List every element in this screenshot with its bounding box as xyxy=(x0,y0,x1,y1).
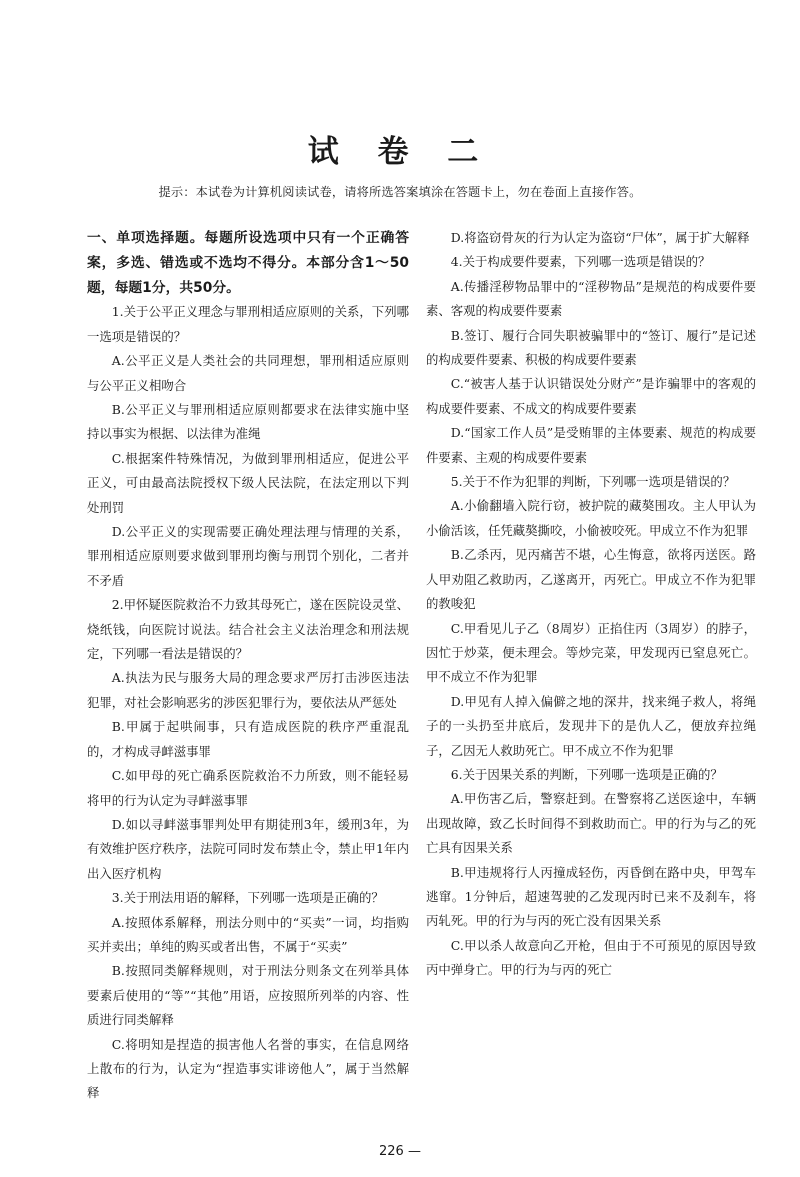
question-paragraph: D.“国家工作人员”是受贿罪的主体要素、规范的构成要件要素、主观的构成要件要素 xyxy=(426,425,756,465)
question-paragraph: D.如以寻衅滋事罪判处甲有期徒刑3年，缓刑3年，为有效维护医疗秩序，法院可同时发布禁止令，禁止甲1年内出入医疗机构 xyxy=(87,816,409,881)
question-paragraph: A.甲伤害乙后，警察赶到。在警察将乙送医途中，车辆出现故障，致乙长时间得不到救助而亡。甲的行为与乙的死亡具有因果关系 xyxy=(426,791,756,856)
question-paragraph: C.如甲母的死亡确系医院救治不力所致，则不能轻易将甲的行为认定为寻衅滋事罪 xyxy=(87,768,409,808)
page-title: 试 卷 二 xyxy=(307,134,493,170)
question-paragraph: A.公平正义是人类社会的共同理想，罪刑相适应原则与公平正义相吻合 xyxy=(87,353,409,393)
question-paragraph: D.公平正义的实现需要正确处理法理与情理的关系，罪刑相适应原则要求做到罪刑均衡与刑罚个别化，二者并不矛盾 xyxy=(87,524,409,588)
question-paragraph: C.“被害人基于认识错误处分财产”是诈骗罪中的客观的构成要件要素、不成文的构成要件要素 xyxy=(426,376,756,416)
right-column xyxy=(426,226,756,983)
question-paragraph: A.传播淫秽物品罪中的“淫秽物品”是规范的构成要件要素、客观的构成要件要素 xyxy=(426,278,756,319)
page-number: 226 — xyxy=(379,1144,421,1159)
question-paragraph: B.公平正义与罪刑相适应原则都要求在法律实施中坚持以事实为根据、以法律为准绳 xyxy=(87,402,409,442)
question-paragraph: A.按照体系解释，刑法分则中的“买卖”一词，均指购买并卖出；单纯的购买或者出售，不属于“买卖” xyxy=(87,914,409,954)
question-paragraph: B.乙杀丙，见丙痛苦不堪，心生悔意，欲将丙送医。路人甲劝阻乙救助丙，乙遂离开，丙死亡。甲成立不作为犯罪的教唆犯 xyxy=(426,547,756,612)
section-heading: 一、单项选择题。每题所设选项中只有一个正确答案，多选、错选或不选均不得分。本部分含1～50题，每题1分，共50分。 xyxy=(87,230,409,296)
question-paragraph: B.甲属于起哄闹事，只有造成医院的秩序严重混乱的，才构成寻衅滋事罪 xyxy=(87,719,409,759)
question-paragraph: 2.甲怀疑医院救治不力致其母死亡，遂在医院设灵堂、烧纸钱，向医院讨说法。结合社会主义法治理念和刑法规定，下列哪一看法是错误的？ xyxy=(87,597,409,662)
question-paragraph: B.甲违规将行人丙撞成轻伤，丙昏倒在路中央，甲驾车逃窜。1分钟后，超速驾驶的乙发现丙时已来不及刹车，将丙轧死。甲的行为与丙的死亡没有因果关系 xyxy=(426,864,756,929)
question-paragraph: C.甲以杀人故意向乙开枪，但由于不可预见的原因导致丙中弹身亡。甲的行为与丙的死亡 xyxy=(426,937,756,978)
question-paragraph: A.执法为民与服务大局的理念要求严厉打击涉医违法犯罪，对社会影响恶劣的涉医犯罪行为，要依法从严惩处 xyxy=(87,670,409,710)
question-paragraph: 6.关于因果关系的判断，下列哪一选项是正确的？ xyxy=(450,766,723,782)
question-paragraph: C.根据案件特殊情况，为做到罪刑相适应，促进公平正义，可由最高法院授权下级人民法院，在法定刑以下判处刑罚 xyxy=(87,450,409,515)
question-paragraph: B.签订、履行合同失职被骗罪中的“签订、履行”是记述的构成要件要素、积极的构成要件要素 xyxy=(426,327,756,368)
question-paragraph: B.按照同类解释规则，对于刑法分则条文在列举具体要素后使用的“等”“其他”用语，应按照所列举的内容、性质进行同类解释 xyxy=(87,963,409,1028)
question-paragraph: 3.关于刑法用语的解释，下列哪一选项是正确的？ xyxy=(111,890,384,906)
question-paragraph: 4.关于构成要件要素，下列哪一选项是错误的？ xyxy=(450,254,711,270)
left-column xyxy=(87,226,409,1106)
question-paragraph: D.甲见有人掉入偏僻之地的深井，找来绳子救人，将绳子的一头扔至井底后，发现井下的是仇人乙，便放弃拉绳子，乙因无人救助死亡。甲不成立不作为犯罪 xyxy=(426,693,756,758)
question-paragraph: C.将明知是捏造的损害他人名誉的事实，在信息网络上散布的行为，认定为“捏造事实诽谤他人”，属于当然解释 xyxy=(87,1036,409,1101)
question-paragraph: C.甲看见儿子乙（8周岁）正掐住丙（3周岁）的脖子，因忙于炒菜，便未理会。等炒完菜，甲发现丙已窒息死亡。甲不成立不作为犯罪 xyxy=(426,620,756,685)
question-paragraph: 5.关于不作为犯罪的判断，下列哪一选项是错误的？ xyxy=(450,474,736,490)
question-paragraph: D.将盗窃骨灰的行为认定为盗窃“尸体”，属于扩大解释 xyxy=(450,230,750,245)
exam-hint: 提示：本试卷为计算机阅读试卷，请将所选答案填涂在答题卡上，勿在卷面上直接作答。 xyxy=(158,185,642,199)
question-paragraph: A.小偷翻墙入院行窃，被护院的藏獒围攻。主人甲认为小偷活该，任凭藏獒撕咬，小偷被咬死。甲成立不作为犯罪 xyxy=(426,498,756,538)
question-paragraph: 1.关于公平正义理念与罪刑相适应原则的关系，下列哪一选项是错误的？ xyxy=(87,304,409,344)
